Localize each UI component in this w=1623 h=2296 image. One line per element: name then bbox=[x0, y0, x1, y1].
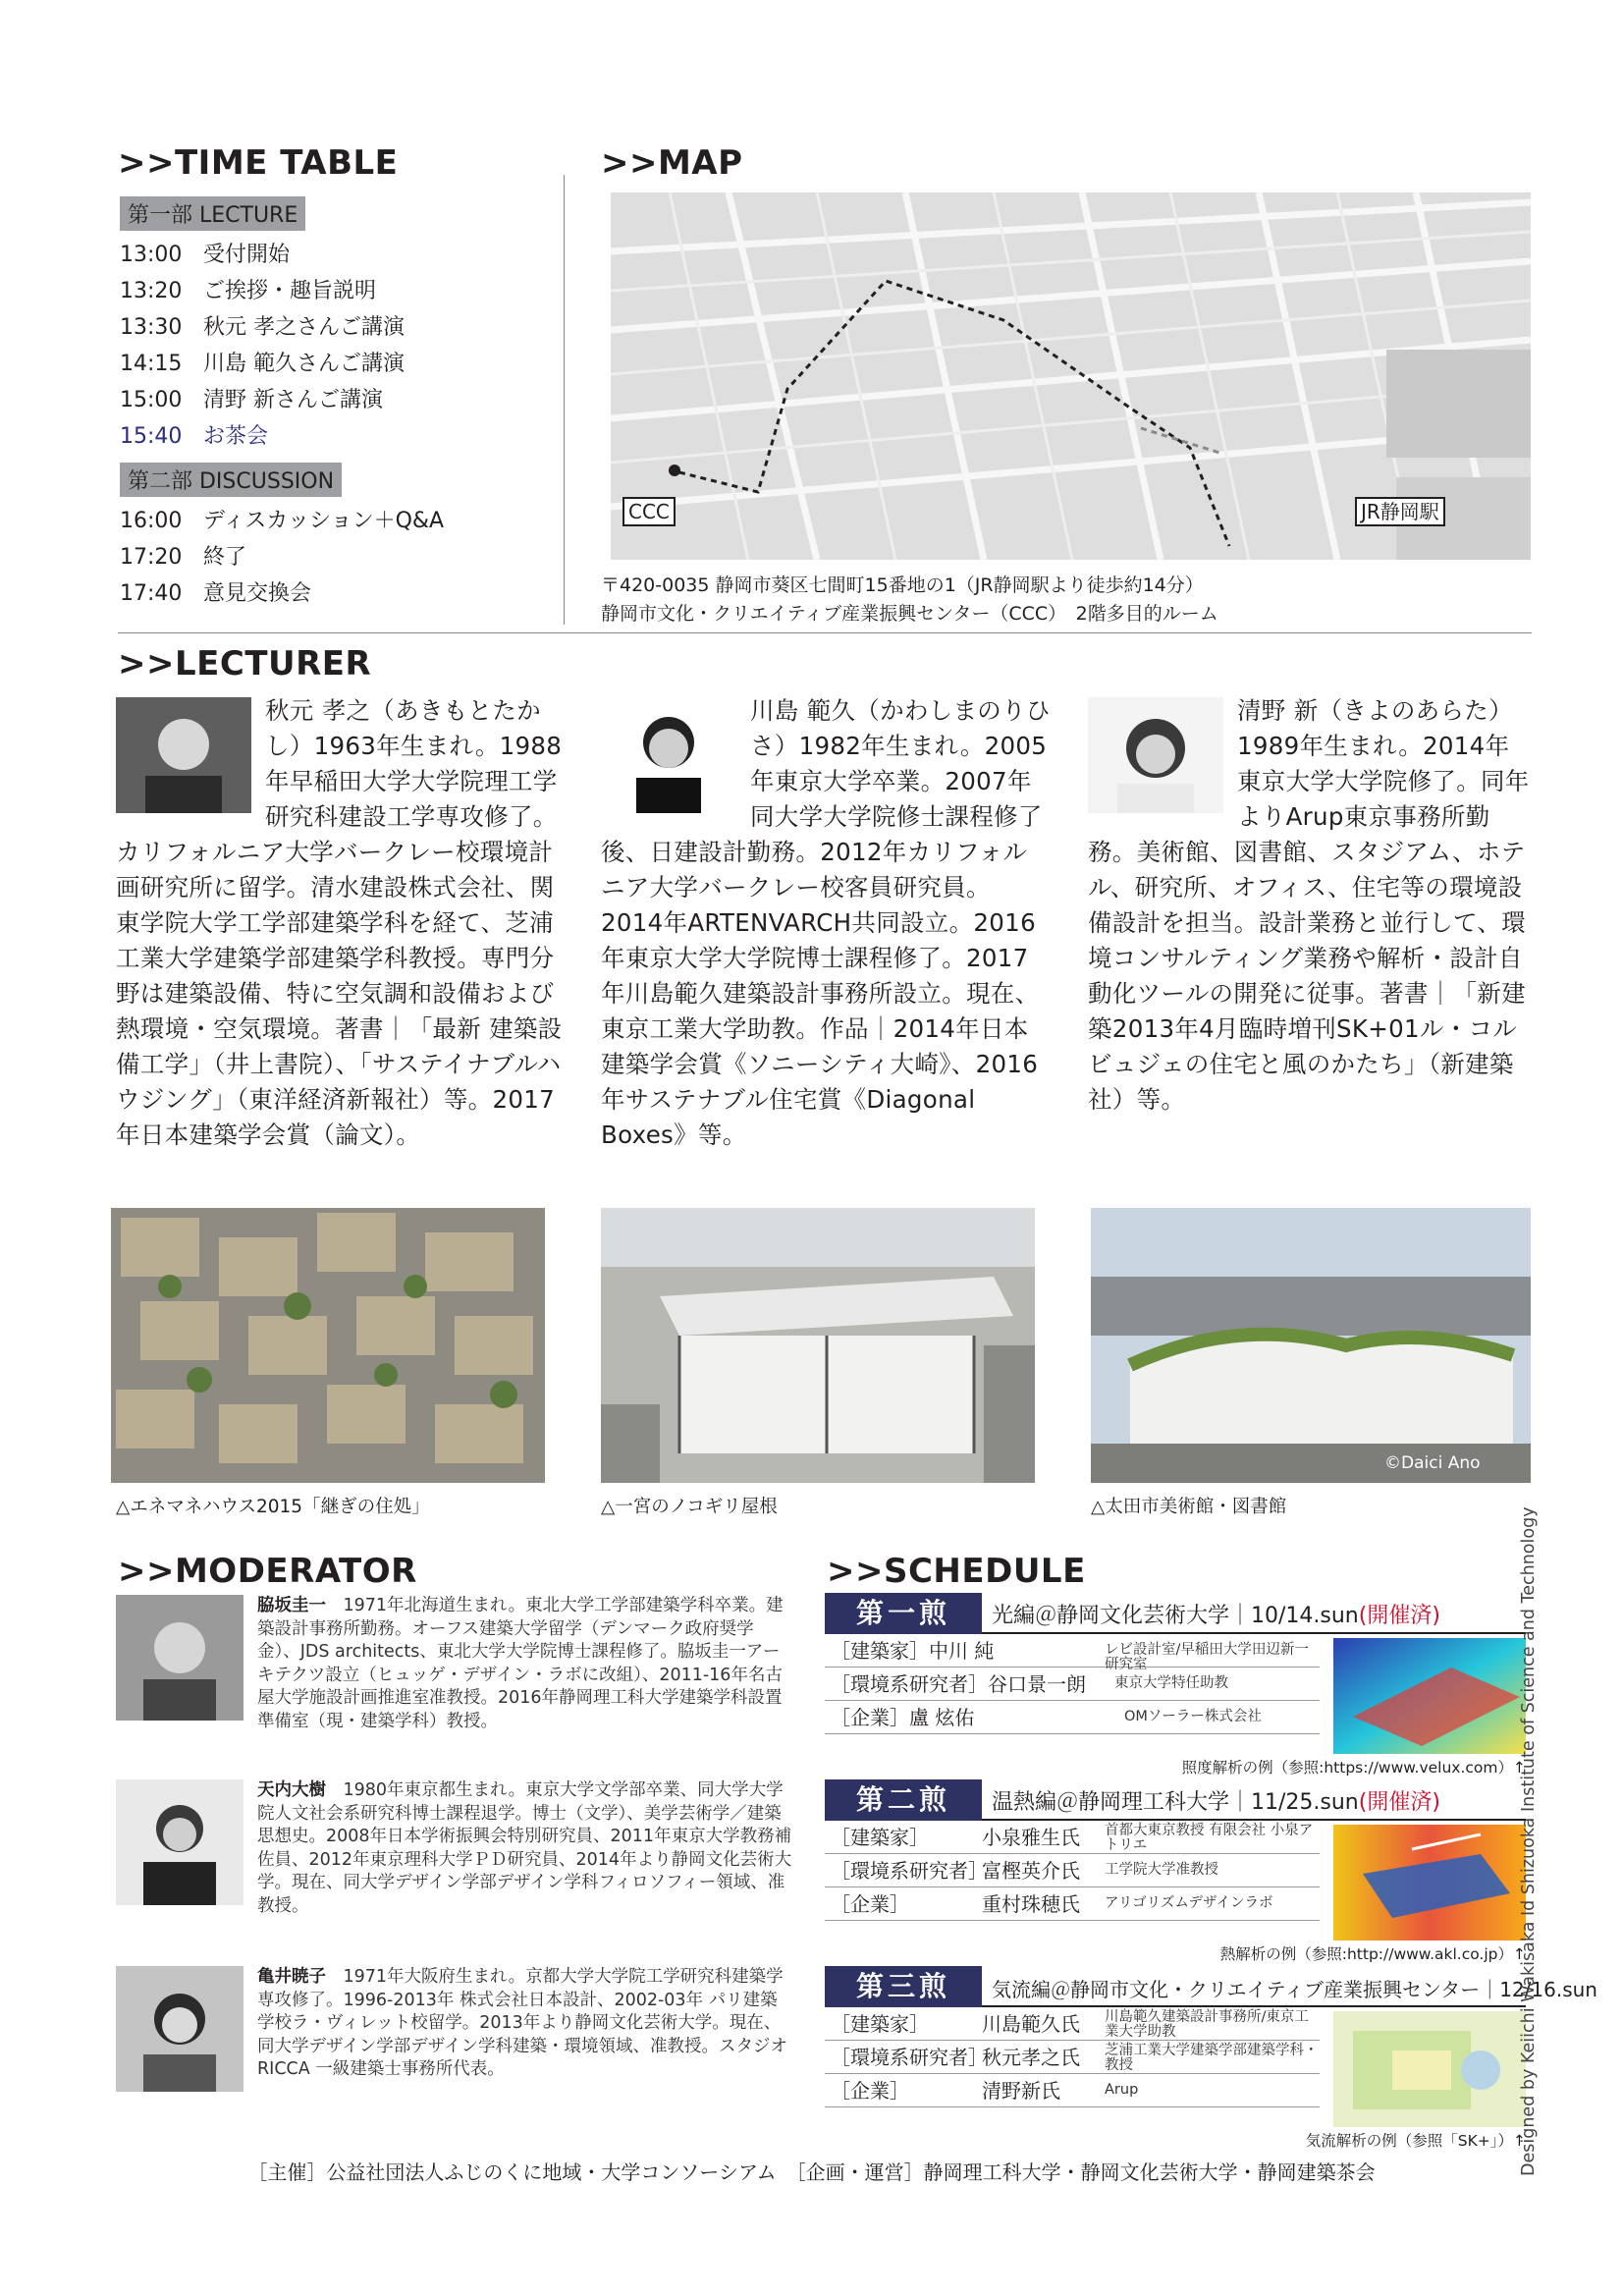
moderator-bio: 1971年北海道生まれ。東北大学工学部建築学科卒業。建築設計事務所勤務。オーフス建築大学留学（デンマーク政府奨学金）、JDS architects、東北大学大学院博士課程修了。脇坂圭一アーキテクツ設立（ヒュッゲ・デザイン・ラボに改組）、2011-16年名古屋大学施設計画推進室准教授。2016年静岡理工科大学建築学科設置準備室（現・建築学科）教授。 bbox=[257, 1596, 784, 1731]
portrait-photo bbox=[116, 1595, 243, 1721]
portrait-photo bbox=[116, 1779, 243, 1905]
map-address bbox=[601, 572, 1218, 629]
timetable bbox=[120, 194, 552, 612]
portrait-photo bbox=[116, 697, 251, 813]
portrait-photo bbox=[116, 1966, 243, 2092]
moderator-profile bbox=[116, 1966, 793, 2096]
work-photo-ichinomiya bbox=[601, 1208, 1035, 1483]
work-photo-ota bbox=[1091, 1208, 1531, 1483]
lecturer-heading: >>LECTURER bbox=[118, 644, 372, 683]
thermal-analysis-image bbox=[1333, 1825, 1526, 1941]
session-number: 第二煎 bbox=[825, 1779, 982, 1821]
map-heading: >>MAP bbox=[601, 143, 743, 183]
photo-caption: △エネマネハウス2015「継ぎの住処」 bbox=[116, 1497, 430, 1517]
analysis-note: 照度解析の例（参照:https://www.velux.com）↑ bbox=[1181, 1759, 1526, 1777]
session-row: ［建築家］中川 純 レビ設計室/早稲田大学田辺新一研究室 bbox=[825, 1634, 1320, 1667]
schedule-heading: >>SCHEDULE bbox=[827, 1552, 1086, 1591]
section-divider bbox=[118, 632, 1532, 633]
address-line: 〒420-0035 静岡市葵区七間町15番地の1（JR静岡駅より徒歩約14分） bbox=[601, 574, 1204, 596]
airflow-analysis-image bbox=[1333, 2011, 1526, 2127]
timetable-row: 17:20 終了 bbox=[120, 545, 247, 570]
timetable-row: 13:30 秋元 孝之さんご講演 bbox=[120, 315, 405, 340]
moderator-profile bbox=[116, 1779, 793, 1918]
session-row: ［企業］ 重村珠穂氏 アリゴリズムデザインラボ bbox=[825, 1887, 1320, 1921]
work-photo-enemane bbox=[111, 1208, 545, 1483]
analysis-note: 熱解析の例（参照:http://www.akl.co.jp）↑ bbox=[1219, 1945, 1526, 1963]
portrait-photo bbox=[1088, 697, 1223, 813]
lecturer-name: 清野 新（きよのあらた） bbox=[1237, 696, 1513, 725]
moderator-bio: 1980年東京都生まれ。東京大学文学部卒業、同大学大学院人文社会系研究科博士課程退学。博士（文学）、美学芸術学／建築思想史。2008年日本学術振興会特別研究員、2011年東京大学教務補佐員、2012年東京理科大学ＰＤ研究員、2014年より静岡文化芸術大学。現在、同大学デザイン学部デザイン学科フィロソフィー領域、准教授。 bbox=[257, 1780, 792, 1916]
session-row: ［環境系研究者］ 富樫英介氏 工学院大学准教授 bbox=[825, 1854, 1320, 1887]
lecturer-name: 川島 範久（かわしまのりひさ） bbox=[750, 696, 1051, 760]
session-title: 温熱編＠静岡理工科大学｜11/25.sun(開催済) bbox=[992, 1790, 1440, 1815]
timetable-row: 16:00 ディスカッション＋Q&A bbox=[120, 509, 445, 533]
moderator-name: 脇坂圭一 bbox=[257, 1596, 326, 1615]
moderator-profile bbox=[116, 1595, 793, 1733]
map-label-ccc: CCC bbox=[622, 497, 676, 526]
session-row: ［環境系研究者］谷口景一朗 東京大学特任助教 bbox=[825, 1667, 1320, 1701]
session-row: ［企業］ 清野新氏 Arup bbox=[825, 2074, 1320, 2107]
session-row: ［企業］盧 炫佑 OMソーラー株式会社 bbox=[825, 1701, 1320, 1734]
lecturer-profile bbox=[601, 693, 1051, 1153]
photo-caption: △太田市美術館・図書館 bbox=[1091, 1497, 1287, 1517]
timetable-row: 13:00 受付開始 bbox=[120, 243, 291, 267]
lecturer-bio: 1963年生まれ。1988年早稲田大学大学院理工学研究科建設工学専攻修了。カリフォルニア大学バークレー校環境計画研究所に留学。清水建設株式会社、関東学院大学工学部建築学科を経て、芝浦工業大学建築学部建築学科教授。専門分野は建築設備、特に空気調和設備および熱環境・空気環境。著書｜「最新 建築設備工学」（井上書院）、「サステイナブルハウジング」（東洋経済新報社）等。2017年日本建築学会賞（論文）。 bbox=[116, 732, 563, 1149]
timetable-row: 17:40 意見交換会 bbox=[120, 581, 312, 606]
moderator-name: 天内大樹 bbox=[257, 1780, 326, 1800]
photo-credit: ©Daici Ano bbox=[1384, 1453, 1481, 1473]
session-row: ［建築家］ 小泉雅生氏 首都大東京教授 有限会社 小泉アトリエ bbox=[825, 1821, 1320, 1854]
part1-label: 第一部 LECTURE bbox=[120, 196, 305, 231]
illuminance-analysis-image bbox=[1333, 1638, 1526, 1754]
lecturer-name: 秋元 孝之（あきもとたかし） bbox=[265, 696, 541, 760]
lecturer-profile bbox=[116, 693, 568, 1153]
session-row: ［建築家］ 川島範久氏 川島範久建築設計事務所/東京工業大学助教 bbox=[825, 2007, 1320, 2041]
session-row: ［環境系研究者］ 秋元孝之氏 芝浦工業大学建築学部建築学科・教授 bbox=[825, 2041, 1320, 2074]
timetable-heading: >>TIME TABLE bbox=[118, 143, 399, 183]
footer-organizers: ［主催］公益社団法人ふじのくに地域・大学コンソーシアム ［企画・運営］静岡理工科大学・静岡文化芸術大学・静岡建築茶会 bbox=[247, 2160, 1376, 2184]
column-divider bbox=[564, 175, 565, 625]
lecturer-profile bbox=[1088, 693, 1532, 1118]
moderator-name: 亀井暁子 bbox=[257, 1967, 326, 1987]
designer-credit: Designed by Keiichi Wakisaka Id Shizuoka Institute of Science and Technology bbox=[1519, 1506, 1539, 2176]
moderator-heading: >>MODERATOR bbox=[118, 1552, 417, 1591]
analysis-note: 気流解析の例（参照「SK+」）↑ bbox=[1305, 2132, 1526, 2150]
venue-line: 静岡市文化・クリエイティブ産業振興センター（CCC） 2階多目的ルーム bbox=[601, 603, 1218, 625]
lecturer-bio: 1989年生まれ。2014年東京大学大学院修了。同年よりArup東京事務所勤務。美術館、図書館、スタジアム、ホテル、研究所、オフィス、住宅等の環境設備設計を担当。設計業務と並行して、環境コンサルティング業務や解析・設計自動化ツールの開発に従事。著書｜「新建築2013年4月臨時増刊SK+01ル・コルビュジェの住宅と風のかたち」（新建築社）等。 bbox=[1088, 732, 1530, 1114]
part2-label: 第二部 DISCUSSION bbox=[120, 463, 342, 497]
schedule-session-1 bbox=[825, 1593, 1526, 1779]
schedule-session-3 bbox=[825, 1966, 1597, 2151]
moderator-bio: 1971年大阪府生まれ。京都大学大学院工学研究科建築学専攻修了。1996-2013年 株式会社日本設計、2002-03年 パリ建築学校ラ・ヴィレット校留学。2013年より静岡文化芸術大学。現在、同大学デザイン学部デザイン学科建築・環境領域、准教授。スタジオ RICCA 一級建築士事務所代表。 bbox=[257, 1967, 788, 2079]
timetable-row: 13:20 ご挨拶・趣旨説明 bbox=[120, 279, 377, 303]
session-number: 第三煎 bbox=[825, 1966, 982, 2007]
status-badge: (開催済) bbox=[1358, 1604, 1440, 1628]
lecturer-bio: 1982年生まれ。2005年東京大学卒業。2007年同大学大学院修士課程修了後、日建設計勤務。2012年カリフォルニア大学バークレー校客員研究員。2014年ARTENVARCH共同設立。2016年東京大学大学院博士課程修了。2017年川島範久建築設計事務所設立。現在、東京工業大学助教。作品｜2014年日本建築学会賞《ソニーシティ大崎》、2016年サステナブル住宅賞《Diagonal Boxes》等。 bbox=[601, 732, 1048, 1149]
session-title: 光編＠静岡文化芸術大学｜10/14.sun(開催済) bbox=[992, 1604, 1440, 1628]
schedule-session-2 bbox=[825, 1779, 1526, 1964]
access-map bbox=[611, 192, 1531, 560]
timetable-row: 14:15 川島 範久さんご講演 bbox=[120, 352, 405, 376]
portrait-photo bbox=[601, 697, 736, 813]
session-title: 気流編＠静岡市文化・クリエイティブ産業振興センター｜12/16.sun bbox=[992, 1978, 1597, 2001]
photo-caption: △一宮のノコギリ屋根 bbox=[601, 1497, 778, 1517]
timetable-row-highlight: 15:40 お茶会 bbox=[120, 424, 269, 449]
map-label-station: JR静岡駅 bbox=[1355, 497, 1445, 526]
timetable-row: 15:00 清野 新さんご講演 bbox=[120, 388, 383, 412]
status-badge: (開催済) bbox=[1358, 1790, 1440, 1815]
session-number: 第一煎 bbox=[825, 1593, 982, 1634]
